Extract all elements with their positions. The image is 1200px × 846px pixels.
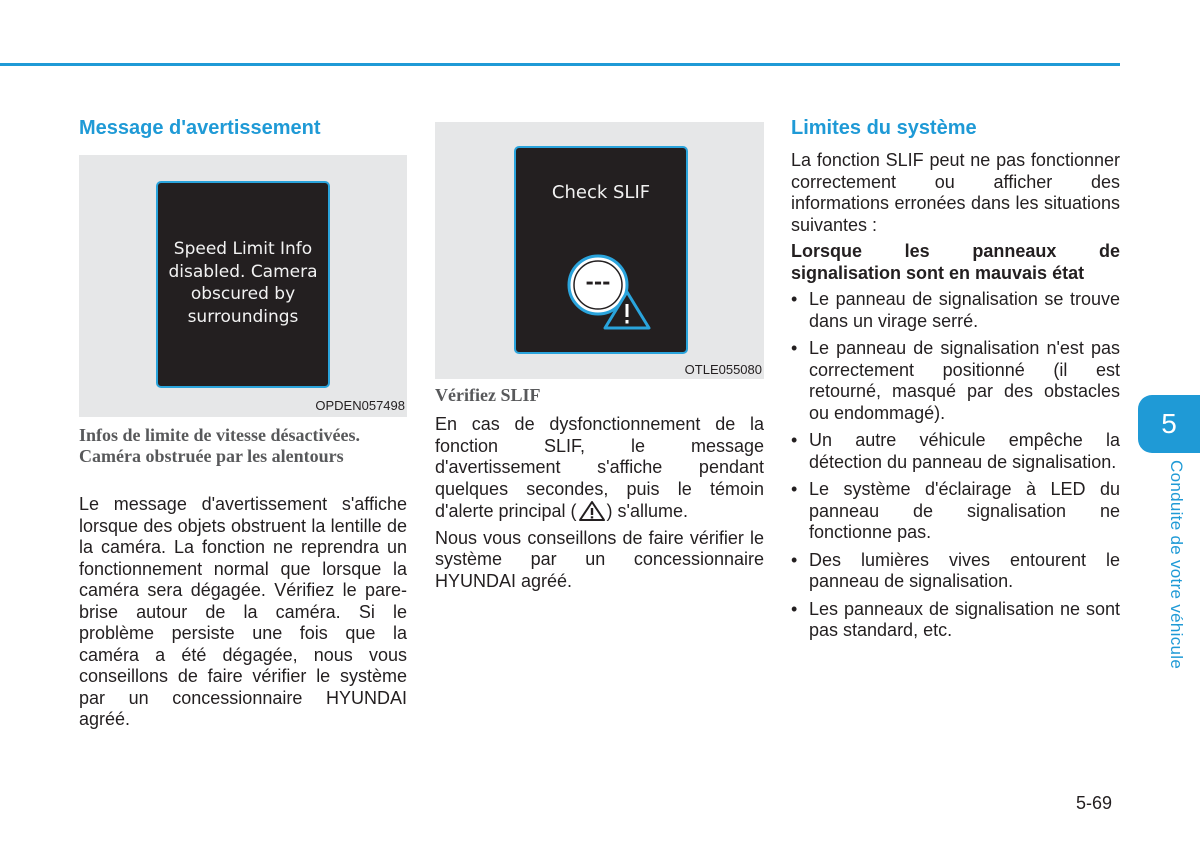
figure-camera-obscured (79, 155, 407, 417)
list-item (791, 338, 1120, 424)
figure-caption: Vérifiez SLIF (435, 385, 541, 405)
bullet-list (791, 289, 1120, 642)
bullet-dot: • (791, 479, 798, 499)
section-heading-warning-message: Message d'avertissement (79, 117, 321, 139)
speed-limit-warning-icon (565, 252, 657, 332)
paragraph-text: En cas de dysfonctionnement de la fonction SLIF, le message d'avertissement s'affiche pendant quelques secondes, puis le témoin d'alerte principal ( (435, 414, 764, 521)
chapter-tab: 5 (1138, 395, 1200, 453)
cluster-display (156, 181, 330, 388)
page-number: 5-69 (1076, 793, 1113, 813)
list-item-text: Les panneaux de signalisation ne sont pas standard, etc. (809, 598, 1120, 640)
section-heading-system-limits: Limites du système (791, 117, 977, 139)
bullet-dot: • (791, 289, 798, 309)
screen-text: Check SLIF (551, 182, 651, 203)
cluster-display (514, 146, 688, 354)
list-item (791, 479, 1120, 544)
bullet-dot: • (791, 430, 798, 450)
figure-caption: Infos de limite de vitesse désactivées. Caméra obstruée par les alentours (79, 425, 360, 466)
list-item-text: Le panneau de signalisation n'est pas correctement positionné (il est retourné, masqué par des obstacles ou endommagé). (809, 338, 1120, 423)
list-item-text: Un autre véhicule empêche la détection du panneau de signalisation. (809, 430, 1120, 472)
bullet-dot: • (791, 338, 798, 358)
top-rule (0, 63, 1120, 66)
list-item (791, 550, 1120, 593)
paragraph: Le message d'avertissement s'affiche lorsque des objets obstruent la lentille de la caméra. La fonction ne reprendra un fonctionnement normal que lorsque la caméra sera dégagée. Vérifiez le pare-brise autour de la caméra. Si le problème persiste une fois que la caméra a été dégagée, nous vous conseillons de faire vérifier le système par un concessionnaire HYUNDAI agréé. (79, 494, 407, 729)
paragraph: Nous vous conseillons de faire vérifier le système par un concessionnaire HYUNDAI agréé. (435, 527, 764, 591)
list-item-text: Des lumières vives entourent le panneau de signalisation. (809, 549, 1120, 591)
screen-line: obscured by (190, 284, 296, 304)
list-item-text: Le panneau de signalisation se trouve dans un virage serré. (809, 289, 1120, 331)
list-item-text: Le système d'éclairage à LED du panneau de signalisation ne fonctionne pas. (809, 479, 1120, 542)
screen-line: Speed Limit Info (173, 239, 313, 259)
screen-line: disabled. Camera (168, 261, 318, 282)
figure-check-slif (435, 122, 764, 379)
bullet-dot: • (791, 598, 798, 619)
paragraph (435, 414, 764, 523)
list-item (791, 430, 1120, 473)
limits-content (791, 150, 1120, 648)
figure-code: OPDEN057498 (315, 398, 405, 413)
paragraph-text: ) s'allume. (606, 501, 688, 521)
chapter-title: Conduite de votre véhicule (1167, 460, 1186, 670)
body-paragraph (79, 494, 407, 736)
sub-heading: Lorsque les panneaux de signalisation sont en mauvais état (791, 241, 1120, 283)
master-warning-icon (577, 500, 607, 522)
list-item (791, 289, 1120, 332)
body-paragraphs (435, 414, 764, 597)
limit-sign-dashes: --- (585, 270, 611, 294)
list-item (791, 599, 1120, 642)
screen-line: surroundings (187, 306, 299, 327)
paragraph: La fonction SLIF peut ne pas fonctionner correctement ou afficher des informations erronées dans les situations suivantes : (791, 150, 1120, 235)
chapter-title-vertical (1168, 460, 1192, 690)
figure-code: OTLE055080 (684, 362, 762, 377)
bullet-dot: • (791, 549, 798, 570)
